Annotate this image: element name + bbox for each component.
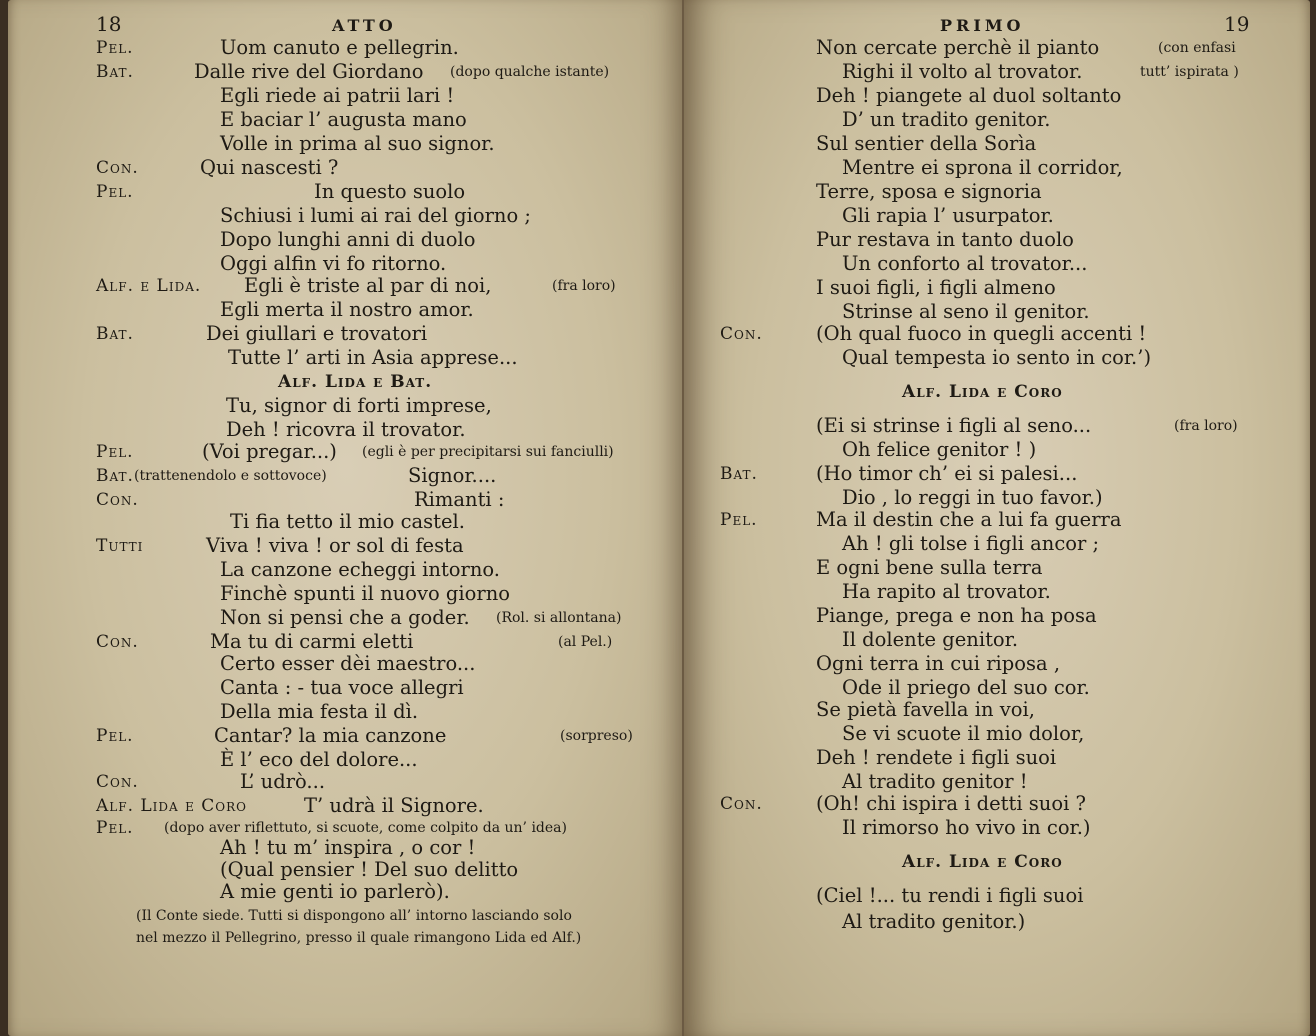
speaker-label: Bat. bbox=[96, 466, 134, 486]
speaker-label: Con. bbox=[96, 632, 139, 652]
verse-line: Righi il volto al trovator. bbox=[842, 60, 1083, 83]
stage-direction: nel mezzo il Pellegrino, presso il quale rimangono Lida ed Alf.) bbox=[136, 930, 582, 946]
verse-line: Strinse al seno il genitor. bbox=[842, 300, 1090, 323]
verse-line: Ha rapito al trovator. bbox=[842, 580, 1051, 603]
speaker-label: Pel. bbox=[96, 442, 134, 462]
speaker-label: Bat. bbox=[720, 464, 758, 484]
speaker-label: Con. bbox=[96, 772, 139, 792]
speaker-label: Con. bbox=[720, 324, 763, 344]
verse-line: Oh felice genitor ! ) bbox=[842, 438, 1037, 461]
stage-direction: (con enfasi bbox=[1158, 40, 1236, 56]
stage-direction: (fra loro) bbox=[552, 278, 616, 294]
verse-line: Ogni terra in cui riposa , bbox=[816, 652, 1061, 675]
speaker-label: Con. bbox=[96, 490, 139, 510]
verse-line: Gli rapia l’ usurpator. bbox=[842, 204, 1054, 227]
verse-line: Deh ! rendete i figli suoi bbox=[816, 746, 1057, 769]
verse-line: Sul sentier della Sorìa bbox=[816, 132, 1037, 155]
verse-line: Volle in prima al suo signor. bbox=[220, 132, 495, 155]
verse-line: Qual tempesta io sento in cor.’) bbox=[842, 346, 1152, 369]
verse-line: Tu, signor di forti imprese, bbox=[226, 394, 492, 417]
verse-line: Egli merta il nostro amor. bbox=[220, 298, 474, 321]
verse-line: Tutte l’ arti in Asia apprese... bbox=[228, 346, 518, 369]
verse-line: Deh ! piangete al duol soltanto bbox=[816, 84, 1122, 107]
ensemble-heading: Alf. Lida e Bat. bbox=[278, 372, 433, 392]
speaker-label: Pel. bbox=[96, 818, 134, 838]
verse-line: Ma tu di carmi eletti bbox=[210, 630, 414, 653]
speaker-label: Alf. e Lida. bbox=[96, 276, 202, 296]
verse-line: Non si pensi che a goder. bbox=[220, 606, 470, 629]
ensemble-heading: Alf. Lida e Coro bbox=[902, 852, 1063, 872]
verse-line: (Oh qual fuoco in quegli accenti ! bbox=[816, 322, 1147, 345]
verse-line: Non cercate perchè il pianto bbox=[816, 36, 1100, 59]
verse-line: Egli è triste al par di noi, bbox=[244, 274, 492, 297]
verse-line: Deh ! ricovra il trovator. bbox=[226, 418, 466, 441]
verse-line: Ah ! tu m’ inspira , o cor ! bbox=[220, 836, 476, 859]
verse-line: Signor.... bbox=[408, 464, 497, 487]
page-header: PRIMO bbox=[940, 16, 1025, 35]
speaker-label: Alf. Lida e Coro bbox=[96, 796, 247, 816]
speaker-label: Bat. bbox=[96, 62, 134, 82]
verse-line: La canzone echeggi intorno. bbox=[220, 558, 500, 581]
left-page bbox=[8, 0, 684, 1036]
verse-line: Pur restava in tanto duolo bbox=[816, 228, 1074, 251]
verse-line: Viva ! viva ! or sol di festa bbox=[206, 534, 464, 557]
stage-direction: (trattenendolo e sottovoce) bbox=[134, 468, 327, 484]
verse-line: È l’ eco del dolore... bbox=[220, 748, 418, 771]
verse-line: (Ciel !... tu rendi i figli suoi bbox=[816, 884, 1084, 907]
speaker-label: Con. bbox=[96, 158, 139, 178]
verse-line: (Ho timor ch’ ei si palesi... bbox=[816, 462, 1078, 485]
verse-line: E baciar l’ augusta mano bbox=[220, 108, 467, 131]
stage-direction: (al Pel.) bbox=[558, 634, 613, 650]
verse-line: Della mia festa il dì. bbox=[220, 700, 419, 723]
right-page bbox=[684, 0, 1310, 1036]
verse-line: Al tradito genitor.) bbox=[842, 910, 1026, 933]
verse-line: (Qual pensier ! Del suo delitto bbox=[220, 858, 519, 881]
verse-line: Ah ! gli tolse i figli ancor ; bbox=[842, 532, 1100, 555]
verse-line: Ode il priego del suo cor. bbox=[842, 676, 1090, 699]
verse-line: T’ udrà il Signore. bbox=[304, 794, 484, 817]
verse-line: Se pietà favella in voi, bbox=[816, 698, 1035, 721]
page-number: 19 bbox=[1224, 12, 1250, 36]
verse-line: D’ un tradito genitor. bbox=[842, 108, 1051, 131]
verse-line: I suoi figli, i figli almeno bbox=[816, 276, 1056, 299]
verse-line: Rimanti : bbox=[414, 488, 505, 511]
stage-direction: (sorpreso) bbox=[560, 728, 633, 744]
verse-line: Canta : - tua voce allegri bbox=[220, 676, 464, 699]
stage-direction: (fra loro) bbox=[1174, 418, 1238, 434]
verse-line: (Voi pregar...) bbox=[202, 440, 337, 463]
verse-line: In questo suolo bbox=[314, 180, 466, 203]
verse-line: Finchè spunti il nuovo giorno bbox=[220, 582, 510, 605]
verse-line: Ma il destin che a lui fa guerra bbox=[816, 508, 1122, 531]
verse-line: E ogni bene sulla terra bbox=[816, 556, 1043, 579]
verse-line: Terre, sposa e signoria bbox=[816, 180, 1042, 203]
speaker-label: Pel. bbox=[96, 726, 134, 746]
verse-line: Oggi alfin vi fo ritorno. bbox=[220, 252, 447, 275]
verse-line: Un conforto al trovator... bbox=[842, 252, 1088, 275]
stage-direction: (dopo qualche istante) bbox=[450, 64, 610, 80]
page-number: 18 bbox=[96, 12, 122, 36]
verse-line: Al tradito genitor ! bbox=[842, 770, 1028, 793]
verse-line: Dio , lo reggi in tuo favor.) bbox=[842, 486, 1103, 509]
speaker-label: Tutti bbox=[96, 536, 144, 556]
stage-direction: (egli è per precipitarsi sui fanciulli) bbox=[362, 444, 614, 460]
page-header: ATTO bbox=[332, 16, 397, 35]
verse-line: Qui nascesti ? bbox=[200, 156, 339, 179]
verse-line: L’ udrò... bbox=[240, 770, 326, 793]
verse-line: Cantar? la mia canzone bbox=[214, 724, 447, 747]
verse-line: Egli riede ai patrii lari ! bbox=[220, 84, 455, 107]
verse-line: Mentre ei sprona il corridor, bbox=[842, 156, 1123, 179]
verse-line: Ti fia tetto il mio castel. bbox=[230, 510, 465, 533]
verse-line: Dopo lunghi anni di duolo bbox=[220, 228, 476, 251]
verse-line: Dei giullari e trovatori bbox=[206, 322, 428, 345]
stage-direction: (Il Conte siede. Tutti si dispongono all’ intorno lasciando solo bbox=[136, 908, 572, 924]
verse-line: Se vi scuote il mio dolor, bbox=[842, 722, 1085, 745]
verse-line: (Ei si strinse i figli al seno... bbox=[816, 414, 1092, 437]
verse-line: Certo esser dèi maestro... bbox=[220, 652, 476, 675]
speaker-label: Pel. bbox=[720, 510, 758, 530]
verse-line: (Oh! chi ispira i detti suoi ? bbox=[816, 792, 1086, 815]
verse-line: Piange, prega e non ha posa bbox=[816, 604, 1097, 627]
stage-direction: tutt’ ispirata ) bbox=[1140, 64, 1239, 80]
verse-line: Il rimorso ho vivo in cor.) bbox=[842, 816, 1091, 839]
speaker-label: Con. bbox=[720, 794, 763, 814]
speaker-label: Bat. bbox=[96, 324, 134, 344]
stage-direction: (Rol. si allontana) bbox=[496, 610, 622, 626]
ensemble-heading: Alf. Lida e Coro bbox=[902, 382, 1063, 402]
verse-line: Uom canuto e pellegrin. bbox=[220, 36, 459, 59]
stage-direction: (dopo aver riflettuto, si scuote, come colpito da un’ idea) bbox=[164, 820, 567, 836]
verse-line: Dalle rive del Giordano bbox=[194, 60, 424, 83]
verse-line: A mie genti io parlerò). bbox=[220, 880, 450, 903]
verse-line: Schiusi i lumi ai rai del giorno ; bbox=[220, 204, 531, 227]
verse-line: Il dolente genitor. bbox=[842, 628, 1019, 651]
speaker-label: Pel. bbox=[96, 182, 134, 202]
speaker-label: Pel. bbox=[96, 38, 134, 58]
